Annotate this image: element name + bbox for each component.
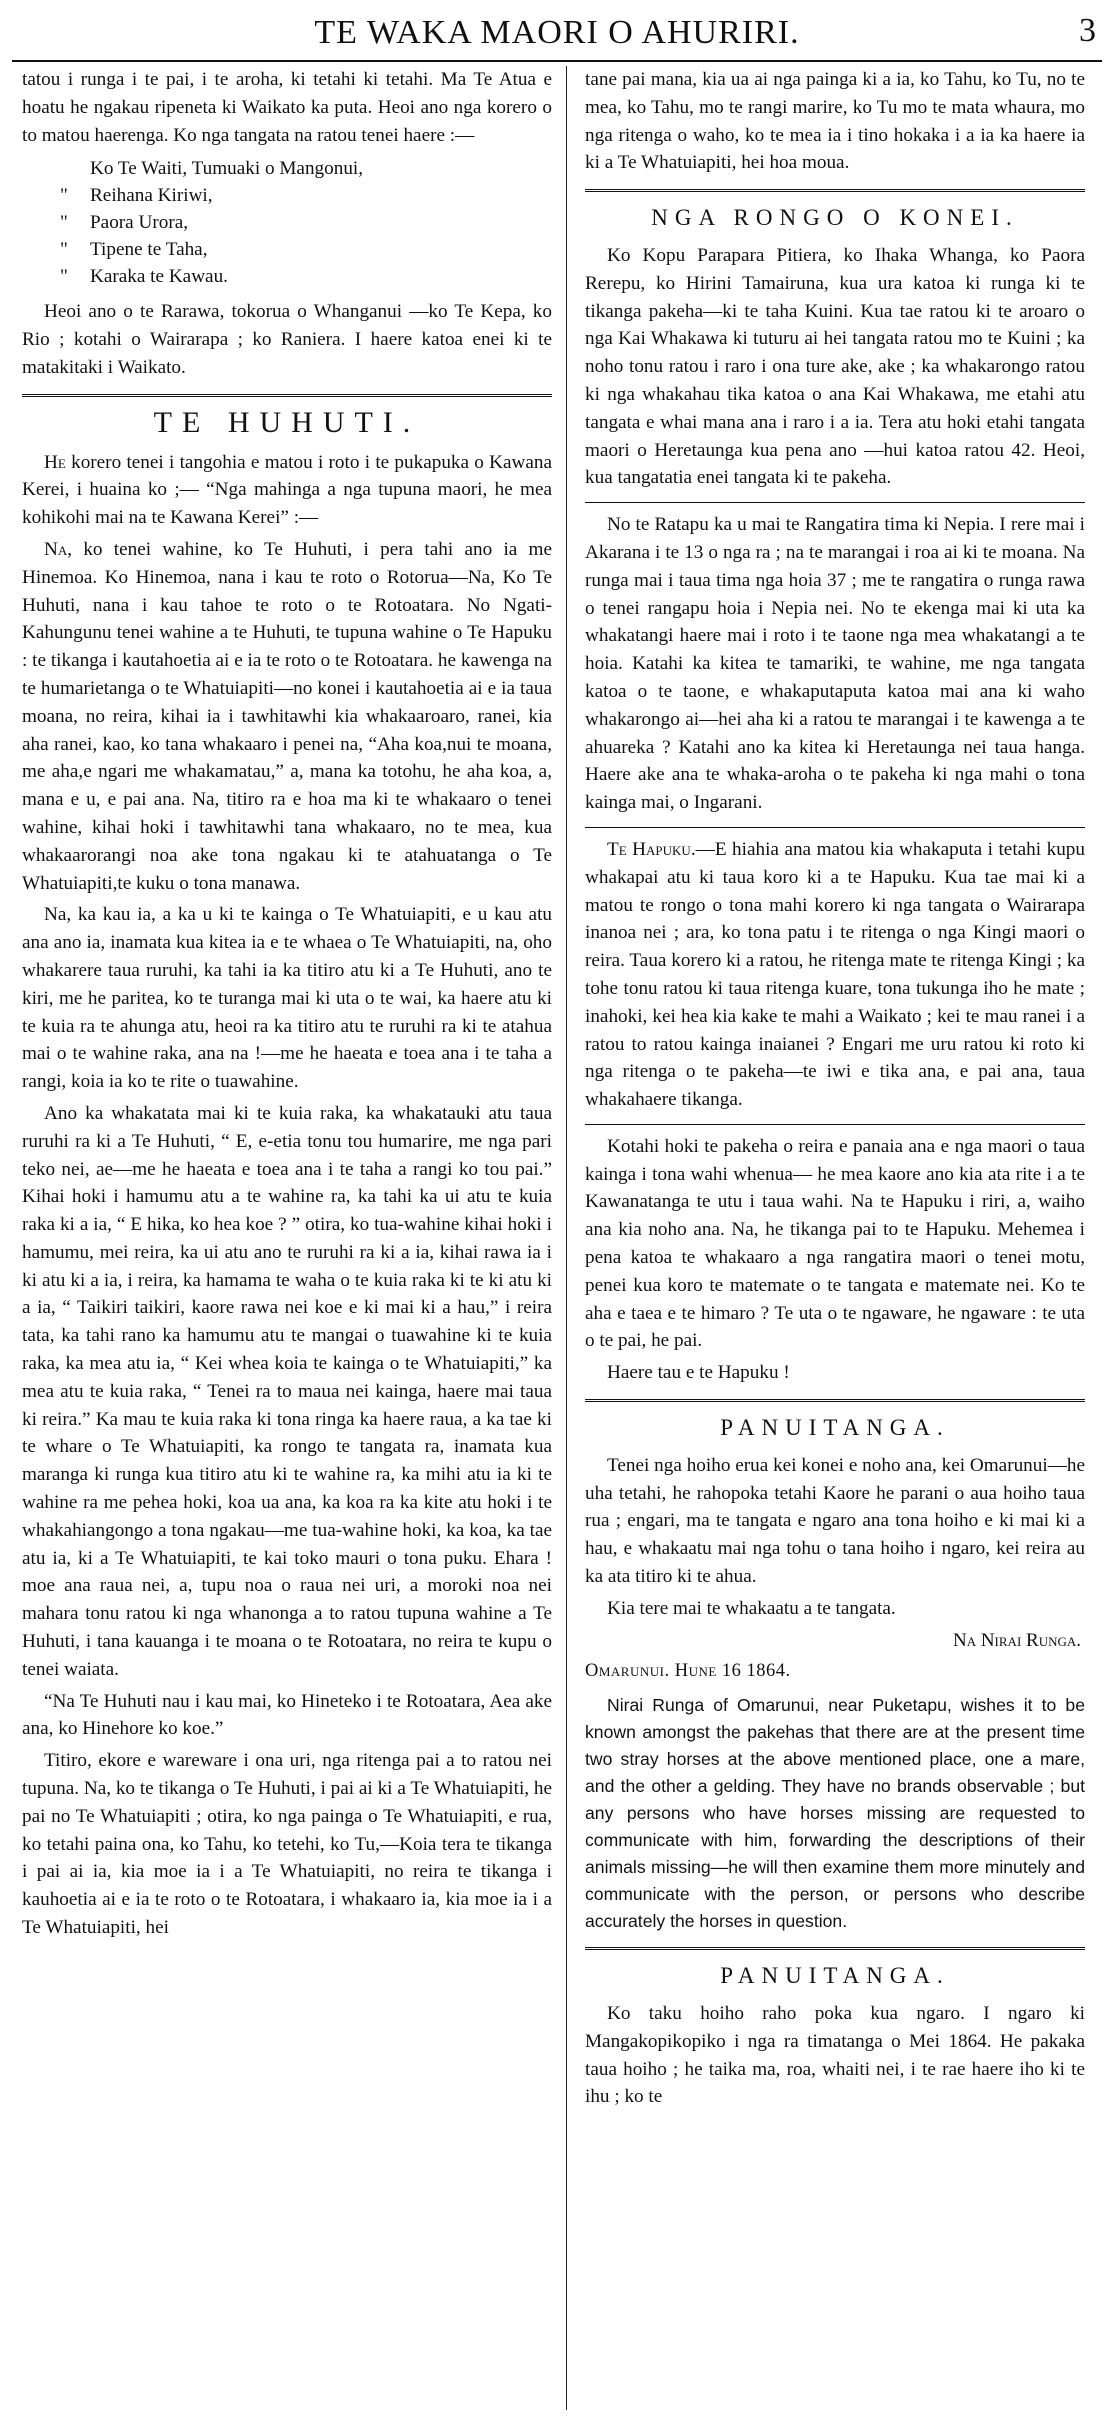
article-paragraph: Ano ka whakatata mai ki te kuia raka, ka whakatauki atu taua ruruhi ra ki a Te Huhuti, “ E, e-etia tonu tou humarire, me nga pari teko nei, ae—me he haeata e toea ana i te taha a rangi ko tou pai.” Kihai hoki i hamumu atu a te wahine ra, ka tahi ka ui atu te kuia raka ki a ia, “ E hika, ko hea koe ? ” otira, ko tua-wahine kihai hoki i hamumu, mei reira, ka ui atu ano te ruruhi ra ki a ia, kihai rawa ia i ki atu ki a ia, i reira, ka hamama te waha o te kuia raka ki te ki atu ki a ia, “ Taikiri taikiri, kaore rawa nei koe e ki mai ki a hau,” i reira tata, ka tahi rano ka hamumu atu te mangai o tuawahine ki te kuia raka, ka mea atu ia, “ Kei whea koia te kainga o te Whatuiapiti,” ka mea atu te kuia raka, “ Tenei ra to maua nei kainga, haere mai taua ki reira.” Ka mau te kuia raka ki tona ringa ka haere raua, a ka tae ki te whare o Te Whatuiapiti, ka rongo te tangata ra, inamata kua maranga ki runga kua titiro atu ki te wahine ra, ka mihi atu ia ki te wahine ra me pehea hoki, koa ua ana, ka koa ra ka kite atu hoki i te whakahiangongo a tona ngakau—me tua-wahine hoki, ka koa, ka tae atu ia, ki a Te Whatuiapiti, te kai toko mauri o tona puku. Ehara ! moe ana raua nei, a, tupu noa o raua nei uri, a moroki noa nei mahara tonu ratou ki nga whanonga a to ratou tupuna wahine a Te Huhuti, i tana kauanga i te moana o te Rotoatara, no reira te kupu o tenei waiata. [22, 1102, 552, 1680]
news-paragraph: Kotahi hoki te pakeha o reira e panaia ana e nga maori o taua kainga i tona wahi whenua— he mea kaore ano kia ata rite i a te Kawanatanga te utu i taua wahi. Na te Hapuku i riri, a, waiho ana kia noho ana. Na, he tikanga pai to te Hapuku. Mehemea i pena katoa te whakaaro a nga rangatira maori o tenei motu, penei kua koro te matemate o te tangata e matemate nei. Ko te aha e taea e te himaro ? Te uta o te ngaware, he ngaware : te uta o te pai, he pai. [585, 1135, 1085, 1352]
article-continuation: tane pai mana, kia ua ai nga painga ki a ia, ko Tahu, ko Tu, no te mea, ko Tahu, mo te rangi marire, ko Tu mo te mata whaura, mo nga ritenga o waho, ko te mea ia i tino hokaka i a ia ka haere ia ki a Te Whatuiapiti, hei hoa moua. [585, 69, 1085, 174]
news-paragraph: Haere tau e te Hapuku ! [607, 1362, 790, 1384]
news-item [585, 827, 1085, 1114]
notice-section [585, 1947, 1085, 2111]
news-paragraph: Ko Kopu Parapara Pitiera, ko Ihaka Whanga, ko Paora Rerepu, ko Hirini Tamairuna, kua ura katoa ki runga ki te tikanga pakeha—ki te taha Kuini. Kua tae ratou ki te aroaro o nga Kai Whakawa ki tuturu ai hei tangata ratou mo te Kuini ; ka noho tonu ratou i raro i ona ture ake, ake ; ka whakarongo ratou ki nga whakahau tika katoa o ana Kai Whakawa, me etahi atu tangata e whai mana ana i raro i a ia. Tera atu hoki etahi tangata maori o Heretaunga kua pena ano —hui katoa ratou 42. Heoi, kua tangatatia enei tangata ki te pakeha. [585, 244, 1085, 489]
notice-paragraph: Kia tere mai te whakaatu a te tangata. [607, 1597, 896, 1619]
letter-closing-paragraph: Heoi ano o te Rarawa, tokorua o Whanganui —ko Te Kepa, ko Rio ; kotahi o Wairarapa ; ko Raniera. I haere katoa enei ki te matakitaki i Waikato. [22, 301, 552, 378]
list-item: " Tipene te Taha, [60, 239, 208, 261]
song-quote: “Na Te Huhuti nau i kau mai, ko Hineteko i te Rotoatara, Aea ake ana, ko Hinehore ko koe.” [22, 1690, 552, 1740]
news-item [585, 1124, 1085, 1387]
article-paragraph: Titiro, ekore e wareware i ona uri, nga ritenga pai a to ratou nei tupuna. Na, ko te tikanga o Te Huhuti, i pai ai ki a Te Whatuiapiti, he pai no Te Whatuiapiti ; otira, ko nga painga o Te Whatuiapiti, e rua, ko tetahi paina ona, ko Tahu, ko tetehi, ko Tu,—Koia tera te tikanga i pai ai ia, kia moe ia i a Te Whatuiapiti, no reira te tikanga i kauhoetia ai e ia te roto o te Rotoatara, i whakaaro ia, kia moe ia i a Te Whatuiapiti, hei [22, 1750, 552, 1939]
letter-conclusion: tatou i runga i te pai, i te aroha, ki tetahi ki tetahi. Ma Te Atua e hoatu he ngakau ripeneta ki Waikato ka puta. Heoi ano nga korero o to matou haerenga. Ko nga tangata na ratou tenei haere :— [22, 69, 552, 146]
local-news-section [585, 189, 1085, 1387]
article-paragraph: He korero tenei i tangohia e matou i roto i te pukapuka o Kawana Kerei, i huaina ko ;— “Nga mahinga a nga tupuna maori, he mea kohikohi mai na te Kawana Kerei” :— [22, 451, 552, 529]
right-column [585, 66, 1085, 2410]
left-column [22, 66, 552, 2410]
list-item: " Karaka te Kawau. [60, 266, 228, 288]
article-paragraph: Na, ko tenei wahine, ko Te Huhuti, i pera tahi ano ia me Hinemoa. Ko Hinemoa, nana i kau te roto o Rotorua—Na, Ko Te Huhuti, nana i kau tahoe te roto o te Rotoatara. No Ngati-Kahungunu tenei wahine a te Huhuti, te tupuna wahine o Te Hapuku : te tikanga i kautahoetia ai e ia te roto o te Rotoatara. he kawenga na te humarietanga o te Whatuiapiti—no konei i kautahoetia ai e ia taua moana, no reira, kihai ia i tawhitawhi kia whakaaroaro, ranei, kia aha ranei, kao, ko tana whakaaro i penei na, “Aha koa,nui te moana, me aha,e ngari me whakamatau,” a, mana ka totohu, he aha koa, a, mana e u, e pai ana. Na, titiro ra e hoa ma ki te whakaaro o tenei wahine, kihai hoki i tawhitawhi tana whakaaro, no te mea, kua whakaarorangi noa ake tona ngakau ki te atahuatanga o Te Whatuiapiti,te kuku o tona manawa. [22, 538, 552, 894]
section-heading: NGA RONGO O KONEI. [651, 205, 1019, 231]
news-paragraph: No te Ratapu ka u mai te Rangatira tima ki Nepia. I rere mai i Akarana i te 13 o nga ra ; na te marangai i roa ai ki te moana. Na runga mai i taua tima nga hoia 37 ; me te rangatira o runga rawa o tenei rangapu hoia i Nepia nei. No te ekenga mai ki uta ka whakatangi haere mai i roto i te taone nga mea whakatangi a te hoia. Katahi ka kitea te tamariki, te wahine, me nga tangata katoa o te taone, e whakaputaputa katoa mai ana ki waho whakarongo ai—hei aha ki a ratou te marangai i te kawenga a te ahuareka ? Katahi ano ka kitea ki Heretaunga nei taua hanga. Haere ake ana te whaka-aroha o te pakeha ki nga mahi o tona kainga mai, o Ingarani. [585, 514, 1085, 814]
travellers-list [60, 155, 552, 290]
notice-signature: Na Nirai Runga. [952, 1629, 1081, 1651]
article-heading: TE HUHUTI. [153, 405, 421, 439]
notice-paragraph: Ko taku hoiho raho poka kua ngaro. I ngaro ki Mangakopikopiko i nga ra timatanga o Mei 1864. He pakaka taua hoiho ; he taika ma, roa, whaiti nei, i te rae haere iho ki te ihu ; ko te [585, 2003, 1085, 2108]
notice-heading: PANUITANGA. [720, 1963, 950, 1989]
notice-dateline: Omarunui. Hune 16 1864. [585, 1661, 791, 1682]
article-paragraph: Na, ka kau ia, a ka u ki te kainga o Te Whatuiapiti, e u kau atu ana ano ia, inamata kua kitea ia e te whaea o Te Whatuiapiti, na, oho whakarere taua ruruhi, ka tahi ia ka titiro atu ki a Te Huhuti, ano te kiri, me he paritea, ko te turanga mai ki uta o te wai, ka haere atu ki te kuia ra te ahunga atu, heoi ra ka titiro atu te ruruhi ra ki te atahua mai o te wahine raka, ana na !—me he haeata e toea ana i te taha a rangi, koia ia ko te rite o tuawahine. [22, 904, 552, 1093]
list-item: Ko Te Waiti, Tumuaki o Mangonui, [90, 158, 364, 180]
english-notice-paragraph: Nirai Runga of Omarunui, near Puketapu, wishes it to be known amongst the pakehas that there are at the present time two stray horses at the above mentioned place, one a mare, and the other a gelding. They have no brands observable ; but any persons who have horses missing are requested to communicate with him, forwarding the descriptions of their animals missing—he will then examine them more minutely and communicate with the person, or persons who describe accurately the horses in question. [585, 1695, 1085, 1932]
newspaper-title: TE WAKA MAORI O AHURIRI. [314, 14, 800, 51]
huhuti-article [22, 394, 552, 1942]
notice-section [585, 1399, 1085, 1935]
list-item: " Paora Urora, [60, 212, 189, 234]
notice-heading: PANUITANGA. [720, 1415, 950, 1441]
masthead [12, 8, 1102, 62]
list-item: " Reihana Kiriwi, [60, 185, 213, 207]
news-paragraph: Te Hapuku.—E hiahia ana matou kia whakaputa i tetahi kupu whakapai atu ki taua koro ki a te Hapuku. Kua tae mai ki a matou te rongo o tona mahi korero ki nga tangata o Wairarapa inanoa nei ; ara, ko tona patu i te ritenga o nga Kingi maori o reira. Taua korero ki a ratou, he ritenga mate te ritenga Kingi ; ka tohe tonu ratou ki taua ritenga kuare, tona tukunga iho he mate ; inahoki, kei hea kia kake te mahi a Waikato ; kei te mau ranei i a ratou to ratou kainga inaianei ? Engari me uru ratou ki roto ki nga ritenga o te pakeha—te iwi e tika ana, e pai ana, taua whakahaere tikanga. [585, 838, 1085, 1111]
news-item [585, 502, 1085, 817]
column-divider [566, 66, 567, 2410]
notice-paragraph: Tenei nga hoiho erua kei konei e noho ana, kei Omarunui—he uha tetahi, he rahopoka tetahi Kaore he parani o aua hoiho taua rua ; engari, ma te tangata e ngaro ana tona hoiho e ki mai ki a hau, e whakaatu mai nga tohu o tana hoiho i ngaro, kei reira au ka ata titiro ki te ahua. [585, 1454, 1085, 1588]
page-number: 3 [1079, 12, 1096, 49]
